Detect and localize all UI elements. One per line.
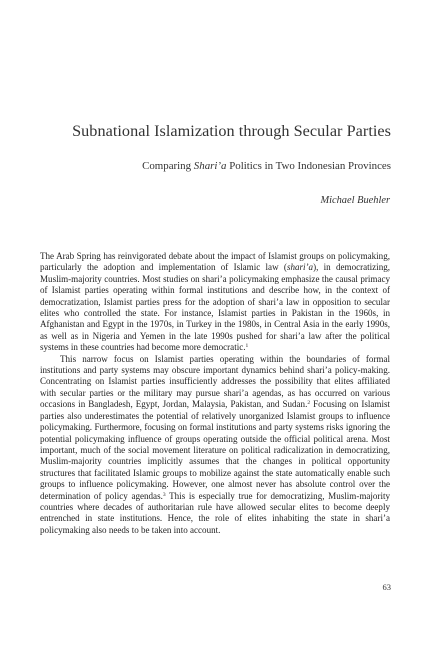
article-title: Subnational Islamization through Secular Parties xyxy=(72,122,391,140)
page-number: 63 xyxy=(382,582,391,592)
footnote-marker-1: 1 xyxy=(245,343,249,350)
footnote-marker-2: 2 xyxy=(307,400,311,407)
paragraph-2-text-b: Focusing on Islamist parties also underestimates the potential of relatively unorganized Islamist groups to influence policymaking. Furthermore, focusing on formal institutions and party systems risks ignoring the potential policymaking influence of groups operating outside the official political arena. Most important, much of the social movement literature on political radicalization in democratizing, Muslim-majority countries implicitly assumes that the changes in political opportunity structures that facilitated Islamic groups to mobilize against the state automatically enable such groups to influence policymaking. However, one almost never has absolute control over the determination of policy agendas. xyxy=(40,399,391,501)
paragraph-1-text-a: The Arab Spring has reinvigorated debate about the impact of Islamist groups on policymaking, particularly the adoption and implementation of Islamic law ( xyxy=(40,251,390,273)
paragraph-1-italic-term: shari’a xyxy=(286,262,314,273)
paragraph-2-text-c: This is especially true for democratizing, Muslim-majority countries where decades of authoritarian rule have allowed secular elites to become deeply entrenched in state institutions. Hence, the role of elites inhabiting the state in shari’a policymaking also needs to be taken into account. xyxy=(40,490,390,535)
subtitle-italic-term: Shari’a xyxy=(193,160,227,172)
paragraph-1-text-b: ), in democratizing, Muslim-majority countries. Most studies on shari’a policymaking emphasize the causal primacy of Islamist parties operating within formal institutions and describe how, in the context of democratization, Islamist parties press for the adoption of shari’a law in opposition to secular elites who controlled the state. For instance, Islamist parties in Pakistan in the 1960s, in Afghanistan and Egypt in the 1970s, in Turkey in the 1980s, in Central Asia in the early 1990s, as well as in Nigeria and Yemen in the late 1990s pushed for shari’a law after the political systems in these countries had become more democratic. xyxy=(40,262,391,353)
subtitle-text-pre: Comparing xyxy=(142,160,194,172)
footnote-marker-3: 3 xyxy=(162,491,166,498)
paragraph-2-text-a: This narrow focus on Islamist parties operating within the boundaries of formal institutions and party systems may obscure important dynamics behind shari’a policy-making. Concentrating on Islamist parties insufficiently addresses the possibility that elites affiliated with secular parties or the military may pursue shari’a agendas, as has occurred on various occasions in Bangladesh, Egypt, Jordan, Malaysia, Pakistan, and Sudan. xyxy=(40,353,390,410)
subtitle-text-post: Politics in Two Indonesian Provinces xyxy=(226,160,391,172)
article-body xyxy=(40,251,390,536)
paragraph-2 xyxy=(40,354,390,537)
paragraph-1 xyxy=(40,251,390,354)
article-subtitle xyxy=(142,160,391,172)
author-name: Michael Buehler xyxy=(320,195,390,206)
